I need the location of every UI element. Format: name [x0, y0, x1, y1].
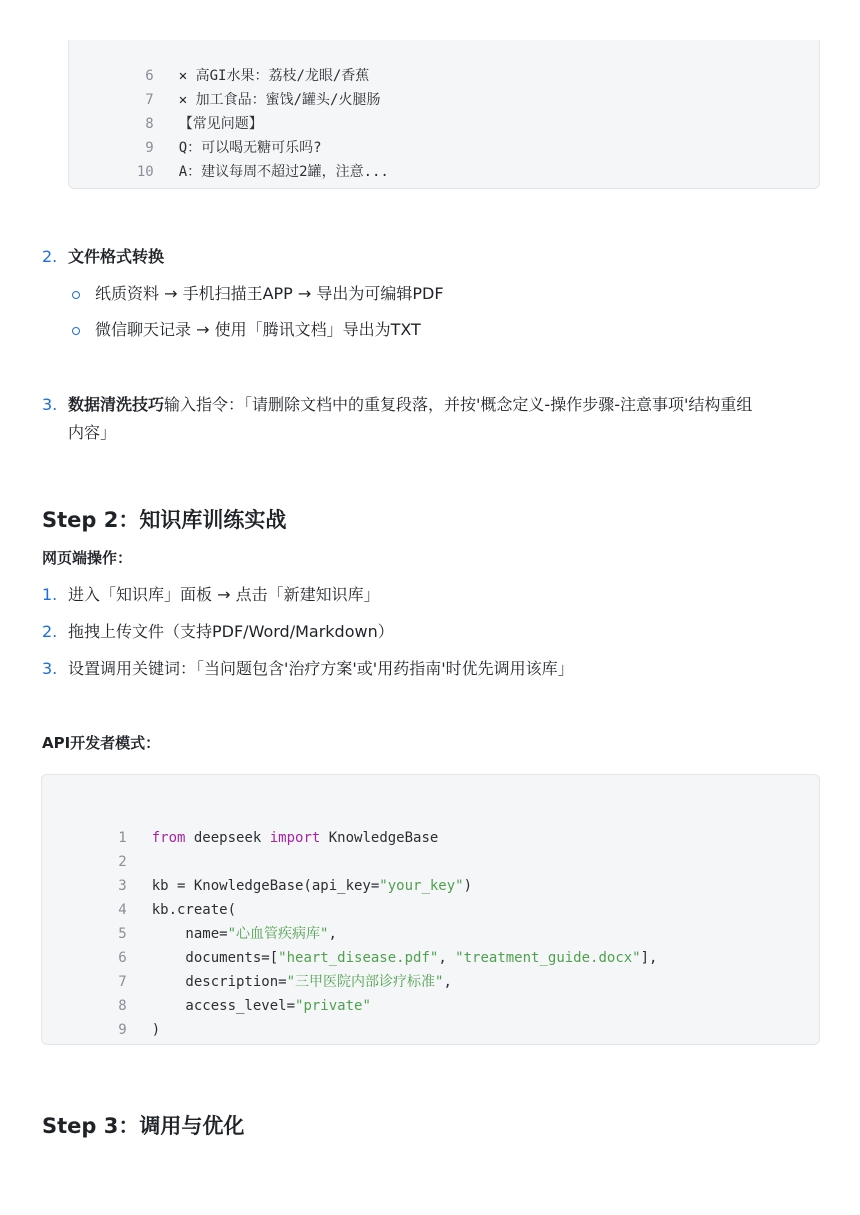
line-number: 8: [118, 998, 127, 1014]
code-text: Q：可以喝无糖可乐吗?: [178, 140, 322, 156]
code-line: [69, 136, 389, 180]
code-line: [42, 898, 337, 942]
list-number: 3.: [42, 395, 58, 414]
code-string: "三甲医院内部诊疗标准": [286, 974, 444, 990]
code-line: [69, 40, 370, 84]
code-block-1-visible: [68, 40, 820, 189]
code-string: "心血管疾病库": [227, 926, 329, 942]
line-number: 5: [118, 926, 127, 942]
code-text: documents=[: [151, 950, 279, 966]
line-number: 6: [145, 68, 154, 84]
list-item-title: 数据清洗技巧: [68, 395, 165, 414]
code-text: KnowledgeBase: [320, 830, 439, 846]
code-text: ): [151, 1022, 161, 1038]
list-item: 设置调用关键词：「当问题包含'治疗方案'或'用药指南'时优先调用该库」: [68, 659, 574, 678]
list-number: 1.: [42, 585, 58, 604]
code-line: [69, 64, 381, 108]
code-text: 加工食品：蜜饯/罐头/火腿肠: [195, 92, 381, 108]
list-item: 拖拽上传文件（支持PDF/Word/Markdown）: [68, 622, 394, 641]
code-text: 高GI水果：荔枝/龙眼/香蕉: [195, 68, 370, 84]
web-ops-label: 网页端操作：: [42, 549, 133, 567]
code-keyword: import: [269, 830, 321, 846]
code-text: kb = KnowledgeBase(api_key=: [151, 878, 380, 894]
code-line: [42, 946, 452, 990]
code-line: [42, 802, 439, 846]
code-string: "your_key": [379, 878, 464, 894]
list-item-title: 文件格式转换: [68, 247, 165, 266]
sub-list-item: 纸质资料 → 手机扫描王APP → 导出为可编辑PDF: [95, 284, 444, 303]
list-item-3: [68, 393, 752, 417]
list-number: 2.: [42, 622, 58, 641]
list-item: 进入「知识库」面板 → 点击「新建知识库」: [68, 585, 380, 604]
line-number: 7: [118, 974, 127, 990]
code-text: ,: [438, 950, 456, 966]
code-text: description=: [151, 974, 287, 990]
code-line: [42, 970, 371, 1014]
code-text: 【常见问题】: [178, 116, 263, 132]
line-number: 4: [118, 902, 127, 918]
section-heading-step3: Step 3：调用与优化: [42, 1114, 245, 1138]
code-line: [42, 922, 658, 966]
line-number: 9: [118, 1022, 127, 1038]
line-number: 7: [145, 92, 154, 108]
code-line: [42, 826, 127, 870]
line-number: 10: [136, 164, 154, 180]
bullet-circle-icon: [72, 327, 80, 335]
list-item-text: 输入指令：「请删除文档中的重复段落，并按'概念定义-操作步骤-注意事项'结构重组: [164, 395, 753, 414]
list-number: 2.: [42, 247, 58, 266]
code-block-2: [41, 774, 820, 1045]
code-text: ,: [443, 974, 452, 990]
code-line: [69, 112, 322, 156]
api-mode-label: API开发者模式：: [42, 734, 161, 752]
code-line: [69, 88, 263, 132]
code-line: [42, 994, 161, 1038]
cross-mark-icon: ✕: [178, 68, 188, 84]
line-number: 9: [145, 140, 154, 156]
line-number: 3: [118, 878, 127, 894]
code-text: name=: [151, 926, 228, 942]
line-number: 1: [118, 830, 127, 846]
code-text: access_level=: [151, 998, 296, 1014]
sub-list-item: 微信聊天记录 → 使用「腾讯文档」导出为TXT: [95, 320, 421, 339]
code-string: "heart_disease.pdf": [278, 950, 439, 966]
code-text: ],: [640, 950, 658, 966]
code-text: ): [463, 878, 473, 894]
code-text: ,: [328, 926, 337, 942]
code-text: kb.create(: [151, 902, 237, 918]
section-heading-step2: Step 2：知识库训练实战: [42, 508, 287, 532]
code-line: [42, 874, 237, 918]
bullet-circle-icon: [72, 291, 80, 299]
code-text: deepseek: [185, 830, 270, 846]
list-item-text-cont: 内容」: [68, 423, 117, 442]
cross-mark-icon: ✕: [178, 92, 188, 108]
code-string: "private": [295, 998, 371, 1014]
line-number: 8: [145, 116, 154, 132]
code-line: [42, 850, 473, 894]
line-number: 6: [118, 950, 127, 966]
code-keyword: from: [151, 830, 186, 846]
code-text: A：建议每周不超过2罐，注意...: [178, 164, 389, 180]
code-string: "treatment_guide.docx": [455, 950, 641, 966]
line-number: 2: [118, 854, 127, 870]
list-number: 3.: [42, 659, 58, 678]
